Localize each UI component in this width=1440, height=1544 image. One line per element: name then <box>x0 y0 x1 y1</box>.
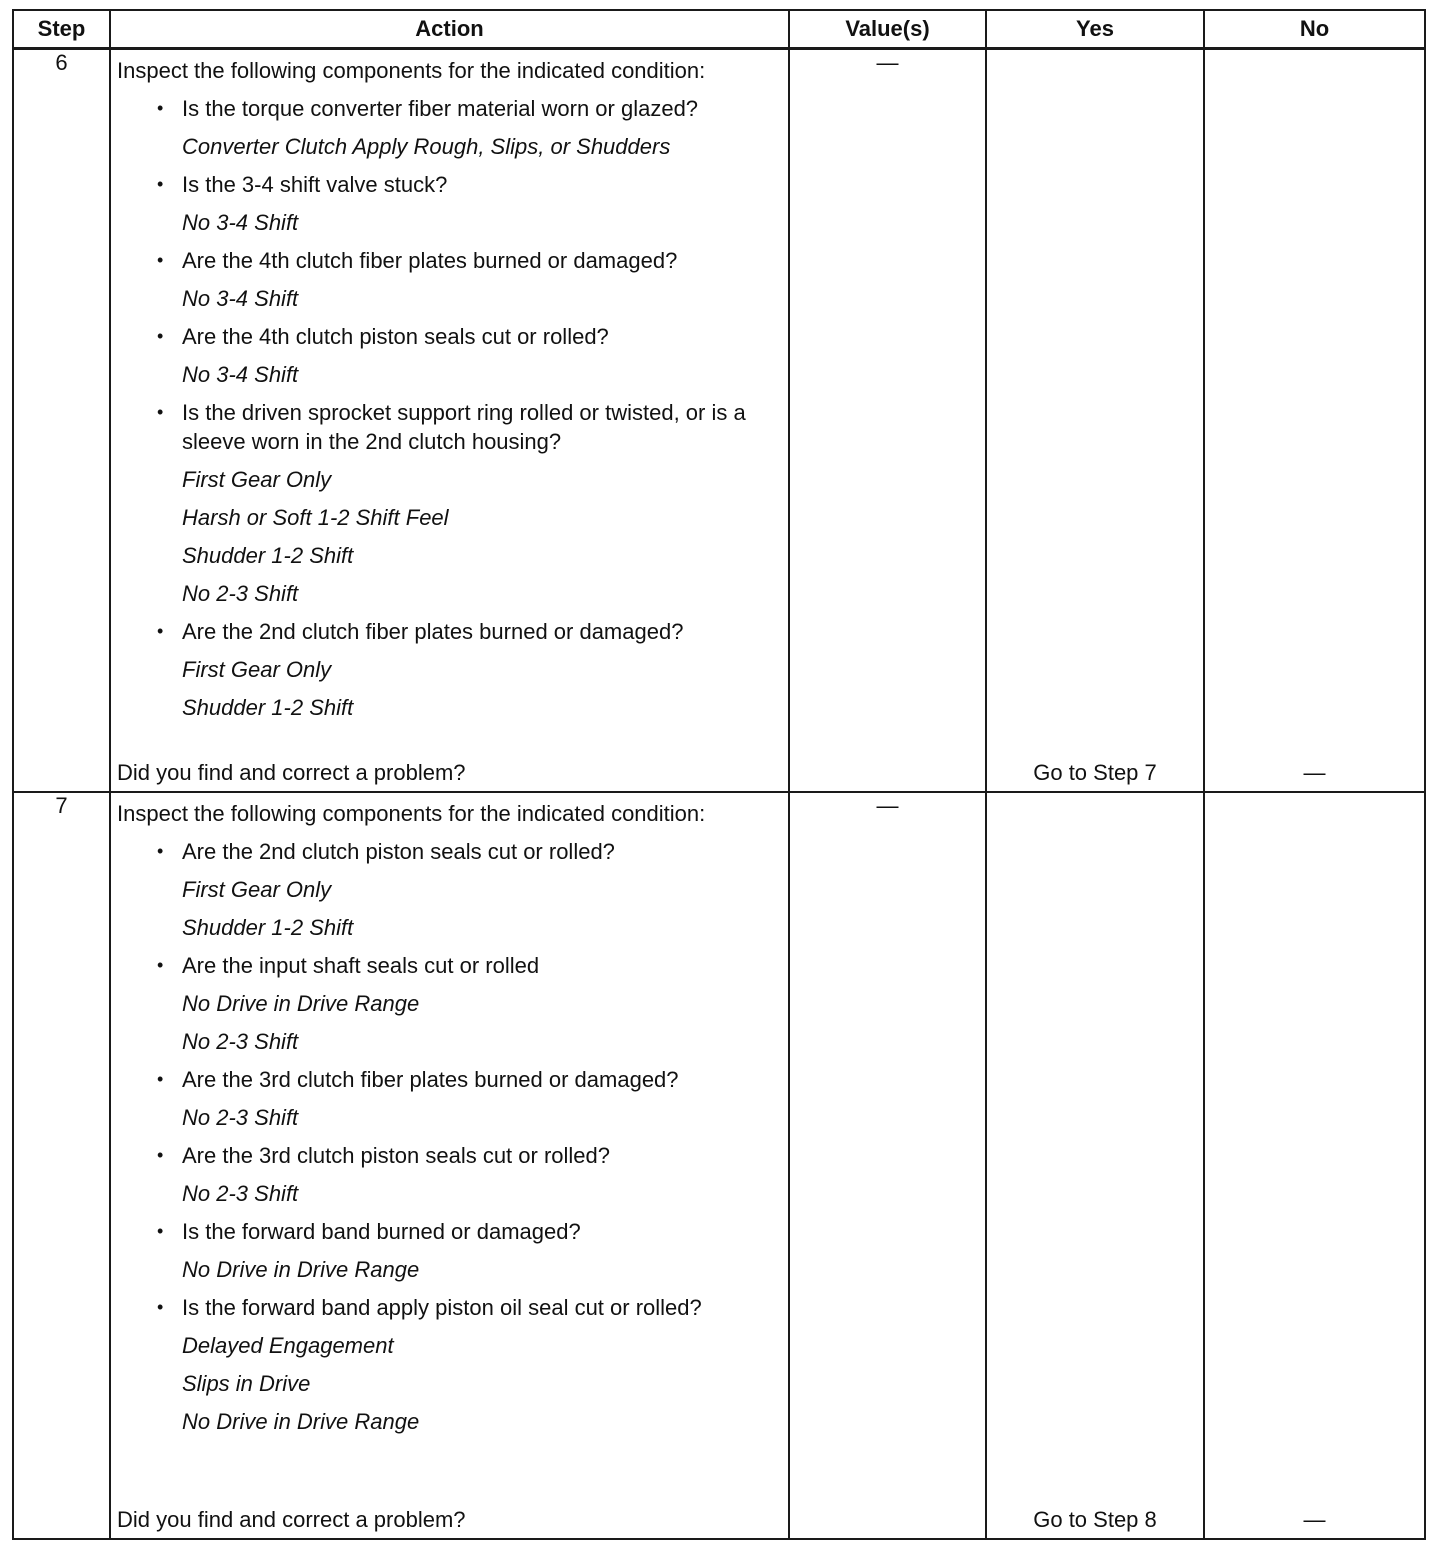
check-question <box>111 246 788 275</box>
header-step: Step <box>13 10 110 49</box>
bullet-icon: • <box>157 326 164 346</box>
bullet-icon: • <box>157 1069 164 1089</box>
check-question <box>111 170 788 199</box>
no-cell <box>1204 792 1425 1539</box>
bullet-icon: • <box>157 1221 164 1241</box>
yes-cell <box>986 49 1204 793</box>
symptom-reference: No Drive in Drive Range <box>182 1257 420 1282</box>
symptom-reference: Slips in Drive <box>182 1371 311 1396</box>
check-question <box>111 398 788 456</box>
check-question-text: Is the forward band apply piston oil seal cut or rolled? <box>182 1295 702 1320</box>
no-dash: — <box>1303 1507 1326 1532</box>
bullet-icon: • <box>157 955 164 975</box>
symptom-reference: No Drive in Drive Range <box>182 1409 420 1434</box>
bullet-icon: • <box>157 621 164 641</box>
header-row <box>13 10 1425 49</box>
check-item <box>111 322 788 389</box>
yes-go-to: Go to Step 8 <box>1033 1507 1157 1532</box>
header-values: Value(s) <box>789 10 986 49</box>
header-no: No <box>1204 10 1425 49</box>
check-question <box>111 94 788 123</box>
action-intro: Inspect the following components for the indicated condition: <box>117 801 706 826</box>
check-question <box>111 322 788 351</box>
check-question <box>111 951 788 980</box>
header-action: Action <box>110 10 789 49</box>
values-dash: — <box>876 50 899 75</box>
symptom-reference: No 3-4 Shift <box>182 362 299 387</box>
check-item <box>111 170 788 237</box>
yes-cell <box>986 792 1204 1539</box>
symptom-reference: No 3-4 Shift <box>182 286 299 311</box>
no-dash: — <box>1303 760 1326 785</box>
table-row-step-6 <box>13 49 1425 793</box>
no-cell <box>1204 49 1425 793</box>
symptom-reference: No 2-3 Shift <box>182 1181 299 1206</box>
check-item <box>111 1293 788 1436</box>
bullet-icon: • <box>157 1145 164 1165</box>
header-yes: Yes <box>986 10 1204 49</box>
symptom-reference: First Gear Only <box>182 877 332 902</box>
symptom-reference: No Drive in Drive Range <box>182 991 420 1016</box>
symptom-reference: No 2-3 Shift <box>182 1105 299 1130</box>
symptom-reference: Shudder 1-2 Shift <box>182 695 354 720</box>
check-item <box>111 1217 788 1284</box>
table-row-step-7 <box>13 792 1425 1539</box>
bullet-icon: • <box>157 841 164 861</box>
check-question-text: Are the 4th clutch piston seals cut or rolled? <box>182 324 609 349</box>
check-list <box>111 837 788 1436</box>
check-question <box>111 1141 788 1170</box>
step-cell <box>13 792 110 1539</box>
check-question-text: Is the driven sprocket support ring rolled or twisted, or is a sleeve worn in the 2nd clutch housing? <box>182 400 746 454</box>
check-item <box>111 837 788 942</box>
check-question-text: Are the input shaft seals cut or rolled <box>182 953 540 978</box>
symptom-reference: First Gear Only <box>182 467 332 492</box>
bullet-icon: • <box>157 1297 164 1317</box>
final-question: Did you find and correct a problem? <box>117 1507 466 1532</box>
values-cell <box>789 49 986 793</box>
bullet-icon: • <box>157 174 164 194</box>
check-question-text: Are the 3rd clutch piston seals cut or rolled? <box>182 1143 611 1168</box>
action-cell <box>110 792 789 1539</box>
bullet-icon: • <box>157 402 164 422</box>
check-question <box>111 1293 788 1322</box>
check-item <box>111 617 788 722</box>
symptom-reference: Harsh or Soft 1-2 Shift Feel <box>182 505 449 530</box>
check-item <box>111 1065 788 1132</box>
symptom-reference: No 2-3 Shift <box>182 1029 299 1054</box>
symptom-reference: First Gear Only <box>182 657 332 682</box>
check-question <box>111 617 788 646</box>
symptom-reference: Delayed Engagement <box>182 1333 394 1358</box>
check-question <box>111 1065 788 1094</box>
symptom-reference: Converter Clutch Apply Rough, Slips, or Shudders <box>182 134 671 159</box>
final-question: Did you find and correct a problem? <box>117 760 466 785</box>
diagnostic-table <box>12 9 1426 1540</box>
check-item <box>111 94 788 161</box>
check-question-text: Are the 2nd clutch piston seals cut or rolled? <box>182 839 615 864</box>
check-question-text: Is the forward band burned or damaged? <box>182 1219 581 1244</box>
check-item <box>111 1141 788 1208</box>
symptom-reference: Shudder 1-2 Shift <box>182 543 354 568</box>
action-cell <box>110 49 789 793</box>
check-item <box>111 246 788 313</box>
check-question-text: Are the 3rd clutch fiber plates burned or damaged? <box>182 1067 679 1092</box>
check-question-text: Are the 4th clutch fiber plates burned or damaged? <box>182 248 678 273</box>
check-item <box>111 951 788 1056</box>
check-question-text: Are the 2nd clutch fiber plates burned or damaged? <box>182 619 684 644</box>
bullet-icon: • <box>157 98 164 118</box>
yes-go-to: Go to Step 7 <box>1033 760 1157 785</box>
symptom-reference: No 2-3 Shift <box>182 581 299 606</box>
check-question <box>111 1217 788 1246</box>
symptom-reference: No 3-4 Shift <box>182 210 299 235</box>
action-intro: Inspect the following components for the indicated condition: <box>117 58 706 83</box>
check-list <box>111 94 788 722</box>
step-number: 7 <box>55 793 68 818</box>
step-number: 6 <box>55 50 68 75</box>
step-cell <box>13 49 110 793</box>
check-question <box>111 837 788 866</box>
bullet-icon: • <box>157 250 164 270</box>
values-cell <box>789 792 986 1539</box>
check-item <box>111 398 788 608</box>
symptom-reference: Shudder 1-2 Shift <box>182 915 354 940</box>
check-question-text: Is the 3-4 shift valve stuck? <box>182 172 448 197</box>
values-dash: — <box>876 793 899 818</box>
check-question-text: Is the torque converter fiber material worn or glazed? <box>182 96 699 121</box>
